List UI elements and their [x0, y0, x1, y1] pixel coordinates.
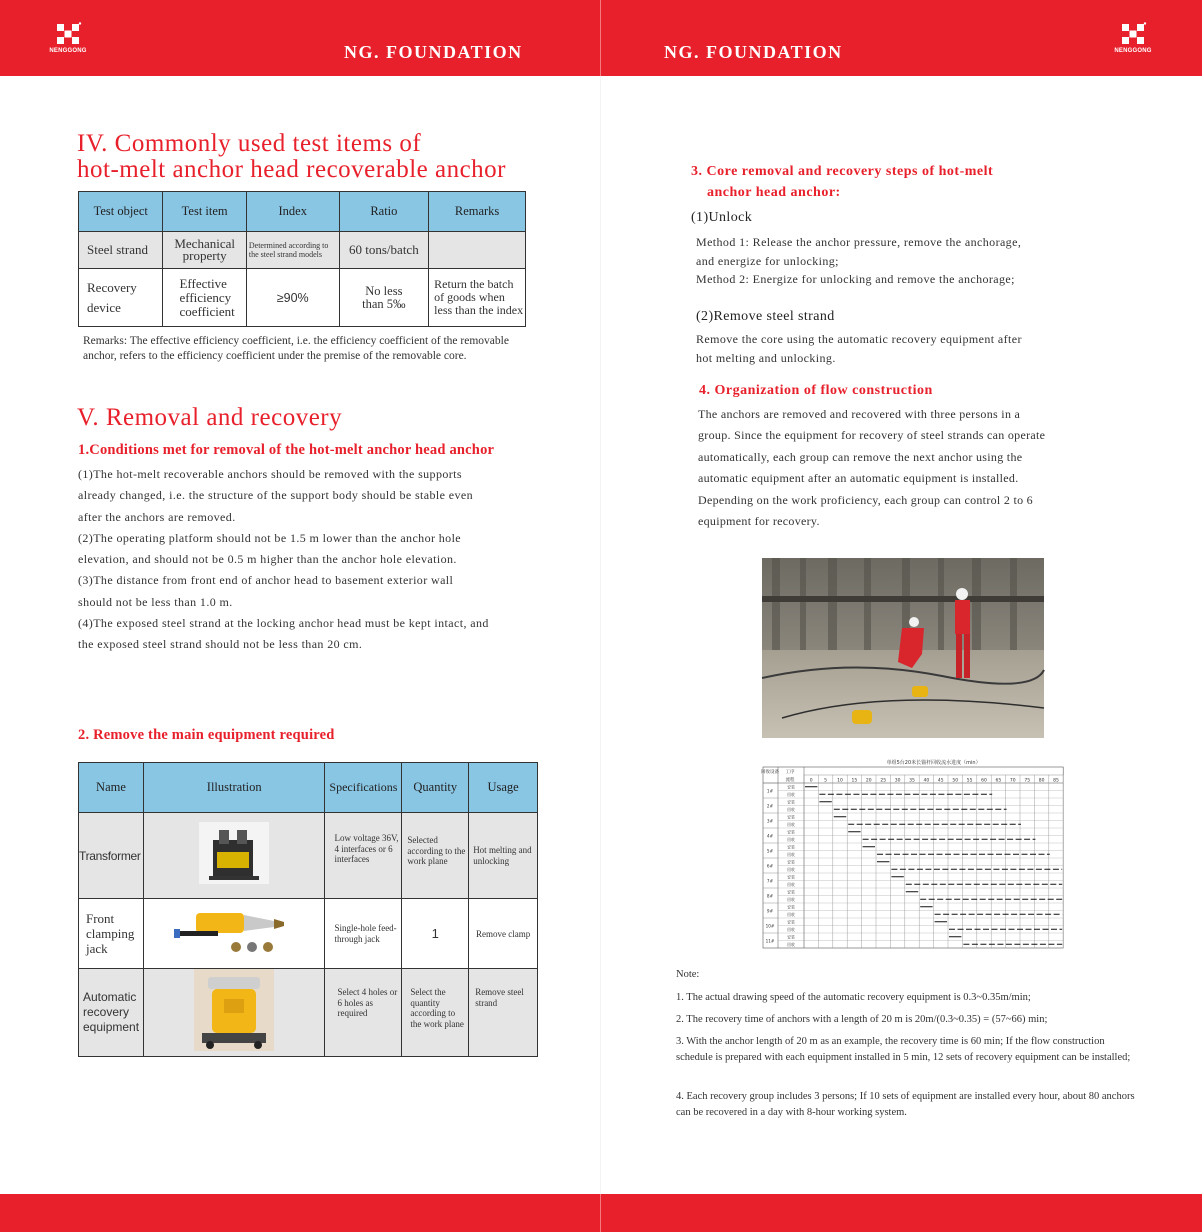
paragraph-line: The anchors are removed and recovered with three persons in a — [698, 407, 1021, 421]
gantt-step-label: 回收 — [787, 821, 795, 827]
gantt-tick-label: 10 — [837, 778, 843, 784]
brand-right: NG. FOUNDATION — [664, 42, 843, 62]
paragraph-line: automatic equipment after an automatic equipment is installed. — [698, 471, 1019, 486]
gantt-step-label: 安装 — [787, 829, 795, 835]
gantt-device-label: 2# — [766, 803, 774, 809]
table-row — [79, 269, 526, 327]
gantt-tick-label: 80 — [1038, 778, 1045, 784]
remove-strand-title: (2)Remove steel strand — [696, 309, 835, 324]
table-cell — [429, 232, 526, 269]
gantt-device-label: 1# — [766, 788, 774, 794]
section5-title: V. Removal and recovery — [77, 404, 343, 431]
gantt-step-label: 回收 — [787, 791, 795, 797]
gantt-step-label: 安装 — [787, 934, 795, 940]
gantt-step-label: 安装 — [787, 889, 795, 895]
gantt-tick-label: 0 — [809, 778, 813, 784]
gantt-tick-label: 70 — [1009, 778, 1016, 784]
paragraph-line: (1)The hot-melt recoverable anchors should be removed with the supports — [78, 467, 462, 481]
nenggong-logo-icon — [55, 22, 81, 46]
gantt-tick-label: 35 — [909, 778, 915, 784]
remove-strand-text — [696, 330, 1022, 367]
core-removal-title: 3. Core removal and recovery steps of hot-melt anchor head anchor: — [691, 164, 994, 200]
removal-conditions-title: 1.Conditions met for removal of the hot-melt anchor head anchor — [78, 442, 495, 458]
equipment-name: Automatic recovery equipment — [79, 969, 144, 1057]
paragraph-line: elevation, and should not be 0.5 m higher than the anchor hole elevation. — [78, 552, 457, 567]
section4-remarks: Remarks: The effective efficiency coefficient, i.e. the efficiency coefficient of the removable anchor, refers to the efficiency coefficient under the premise of the removable core. — [83, 335, 509, 362]
table-cell: Determined according to the steel strand models — [246, 232, 339, 269]
gantt-tick-label: 50 — [952, 778, 959, 784]
gantt-tick-label: 25 — [880, 778, 887, 784]
gantt-device-label: 6# — [766, 863, 774, 869]
footer-band — [0, 1194, 1202, 1232]
gantt-device-label: 11# — [765, 938, 775, 944]
gantt-tick-label: 85 — [1053, 778, 1059, 784]
paragraph-line: hot melting and unlocking. — [696, 350, 836, 365]
footer-divider — [600, 1194, 601, 1232]
gantt-tick-label: 45 — [937, 778, 944, 784]
paragraph-line: (3)The distance from front end of anchor head to basement exterior wall — [78, 573, 454, 588]
table-cell: 60 tons/batch — [339, 232, 429, 269]
gantt-title: 单组5台20米长锚杆回收流水进度（min） — [886, 760, 981, 766]
page-divider — [600, 76, 601, 1194]
equipment-table — [78, 762, 538, 1057]
gantt-tick-label: 75 — [1024, 778, 1031, 784]
table-row — [79, 232, 526, 269]
gantt-step-label: 回收 — [787, 866, 795, 872]
equipment-spec: Select 4 holes or 6 holes as required — [325, 969, 402, 1057]
unlock-methods — [696, 233, 1021, 289]
table-row — [79, 813, 538, 899]
equipment-quantity: 1 — [402, 899, 469, 969]
equipment-spec: Low voltage 36V, 4 interfaces or 6 interfaces — [325, 813, 402, 899]
gantt-device-label: 5# — [766, 848, 774, 854]
paragraph-line: after the anchors are removed. — [78, 509, 236, 524]
note-1: 1. The actual drawing speed of the automatic recovery equipment is 0.3~0.35m/min; — [676, 992, 1031, 1003]
flow-construction-text — [698, 404, 1045, 532]
logo-right — [1107, 22, 1159, 54]
gantt-corner-label: 回收设备 — [761, 770, 779, 775]
gantt-device-label: 7# — [766, 878, 774, 884]
header-divider — [600, 0, 601, 76]
paragraph-line: should not be less than 1.0 m. — [78, 594, 233, 609]
table-header-cell: Name — [79, 763, 144, 813]
gantt-step-label: 安装 — [787, 799, 795, 805]
paragraph-line: (4)The exposed steel strand at the locking anchor head must be kept intact, and — [78, 616, 489, 631]
construction-photo — [762, 558, 1044, 738]
gantt-corner-label: 工序 — [785, 770, 795, 775]
table-cell: ≥90% — [246, 269, 339, 327]
table-header-cell: Index — [246, 192, 339, 232]
section4-title: IV. Commonly used test items of hot-melt anchor head recoverable anchor — [77, 130, 507, 183]
gantt-step-label: 回收 — [787, 896, 795, 902]
gantt-step-label: 回收 — [787, 806, 795, 812]
transformer-icon — [199, 822, 269, 884]
table-header-cell: Ratio — [339, 192, 429, 232]
brand-left: NG. FOUNDATION — [344, 42, 523, 62]
equipment-illustration — [143, 899, 324, 969]
note-2: 2. The recovery time of anchors with a length of 20 m is 20m/(0.3~0.35) = (57~66) min; — [676, 1014, 1048, 1025]
test-items-table — [78, 191, 526, 327]
equipment-usage: Hot melting and unlocking — [469, 813, 538, 899]
equipment-title: 2. Remove the main equipment required — [78, 727, 335, 743]
table-header-cell: Specifications — [325, 763, 402, 813]
gantt-step-label: 回收 — [787, 851, 795, 857]
table-cell: Recovery device — [79, 269, 163, 327]
paragraph-line: Method 1: Release the anchor pressure, remove the anchorage, — [696, 235, 1022, 249]
table-cell: No less than 5‰ — [339, 269, 429, 327]
logo-text: NENGGONG — [49, 48, 87, 54]
note-3: 3. With the anchor length of 20 m as an example, the recovery time is 60 min; If the flow construction schedule is prepared with each equipment installed in 5 min, 12 sets of recovery equipment can be installed; — [676, 1036, 1131, 1063]
flow-schedule-chart — [761, 757, 1059, 955]
gantt-tick-label: 60 — [981, 778, 987, 784]
gantt-step-label: 回收 — [787, 941, 795, 947]
table-cell: Return the batch of goods when less than the index — [429, 269, 526, 327]
equipment-quantity: Select the quantity according to the work plane — [402, 969, 469, 1057]
table-header-cell: Remarks — [429, 192, 526, 232]
gantt-tick-label: 15 — [851, 778, 858, 784]
recovery-equipment-icon — [194, 969, 274, 1051]
note-4: 4. Each recovery group includes 3 persons; If 10 sets of equipment are installed every hour, about 80 anchors can be recovered in a day with 8-hour working system. — [676, 1091, 1135, 1118]
gantt-tick-label: 65 — [995, 778, 1002, 784]
equipment-quantity: Selected according to the work plane — [402, 813, 469, 899]
gantt-step-label: 安装 — [787, 904, 795, 910]
table-row — [79, 899, 538, 969]
gantt-device-label: 10# — [765, 923, 775, 929]
logo-text: NENGGONG — [1114, 48, 1152, 54]
paragraph-line: group. Since the equipment for recovery of steel strands can operate — [698, 428, 1046, 443]
gantt-step-label: 回收 — [787, 881, 795, 887]
nenggong-logo-icon — [1120, 22, 1146, 46]
flow-construction-title: 4. Organization of flow construction — [699, 383, 933, 398]
gantt-step-label: 安装 — [787, 919, 795, 925]
gantt-step-label: 安装 — [787, 874, 795, 880]
gantt-tick-label: 55 — [966, 778, 973, 784]
table-cell: Effective efficiency coefficient — [163, 269, 246, 327]
paragraph-line: equipment for recovery. — [698, 514, 820, 529]
paragraph-line: Remove the core using the automatic recovery equipment after — [696, 332, 1022, 346]
table-header-row — [79, 192, 526, 232]
equipment-name: Transformer — [79, 813, 144, 899]
paragraph-line: already changed, i.e. the structure of the support body should be stable even — [78, 488, 474, 503]
gantt-tick-label: 20 — [865, 778, 872, 784]
equipment-illustration — [143, 813, 324, 899]
paragraph-line: Method 2: Energize for unlocking and remove the anchorage; — [696, 272, 1015, 286]
table-header-cell: Quantity — [402, 763, 469, 813]
table-header-cell: Test object — [79, 192, 163, 232]
jack-icon — [174, 905, 294, 957]
gantt-step-label: 安装 — [787, 859, 795, 865]
gantt-device-label: 4# — [766, 833, 774, 839]
equipment-name: Front clamping jack — [79, 899, 144, 969]
equipment-usage: Remove steel strand — [469, 969, 538, 1057]
gantt-step-label: 回收 — [787, 911, 795, 917]
table-cell: Steel strand — [79, 232, 163, 269]
gantt-step-label: 安装 — [787, 844, 795, 850]
gantt-device-label: 3# — [766, 818, 774, 824]
gantt-device-label: 9# — [766, 908, 774, 914]
gantt-tick-label: 5 — [824, 778, 828, 784]
gantt-tick-label: 30 — [894, 778, 901, 784]
unlock-title: (1)Unlock — [691, 210, 753, 225]
table-cell: Mechanical property — [163, 232, 246, 269]
table-header-cell: Usage — [469, 763, 538, 813]
gantt-step-label: 安装 — [787, 784, 795, 790]
paragraph-line: Depending on the work proficiency, each group can control 2 to 6 — [698, 492, 1033, 507]
paragraph-line: the exposed steel strand should not be less than 20 cm. — [78, 637, 363, 652]
table-header-row — [79, 763, 538, 813]
paragraph-line: automatically, each group can remove the next anchor using the — [698, 449, 1023, 464]
gantt-corner-label: 流程 — [785, 778, 795, 783]
header-band — [0, 0, 1202, 76]
equipment-illustration — [143, 969, 324, 1057]
table-row — [79, 969, 538, 1057]
removal-conditions-list — [78, 464, 548, 656]
gantt-device-label: 8# — [766, 893, 774, 899]
table-header-cell: Test item — [163, 192, 246, 232]
equipment-spec: Single-hole feed-through jack — [325, 899, 402, 969]
notes-label: Note: — [676, 969, 700, 980]
gantt-tick-label: 40 — [923, 778, 930, 784]
table-header-cell: Illustration — [143, 763, 324, 813]
gantt-step-label: 回收 — [787, 836, 795, 842]
paragraph-line: and energize for unlocking; — [696, 253, 839, 268]
paragraph-line: (2)The operating platform should not be 1.5 m lower than the anchor hole — [78, 530, 462, 545]
logo-left — [42, 22, 94, 54]
gantt-step-label: 安装 — [787, 814, 795, 820]
equipment-usage: Remove clamp — [469, 899, 538, 969]
gantt-step-label: 回收 — [787, 926, 795, 932]
